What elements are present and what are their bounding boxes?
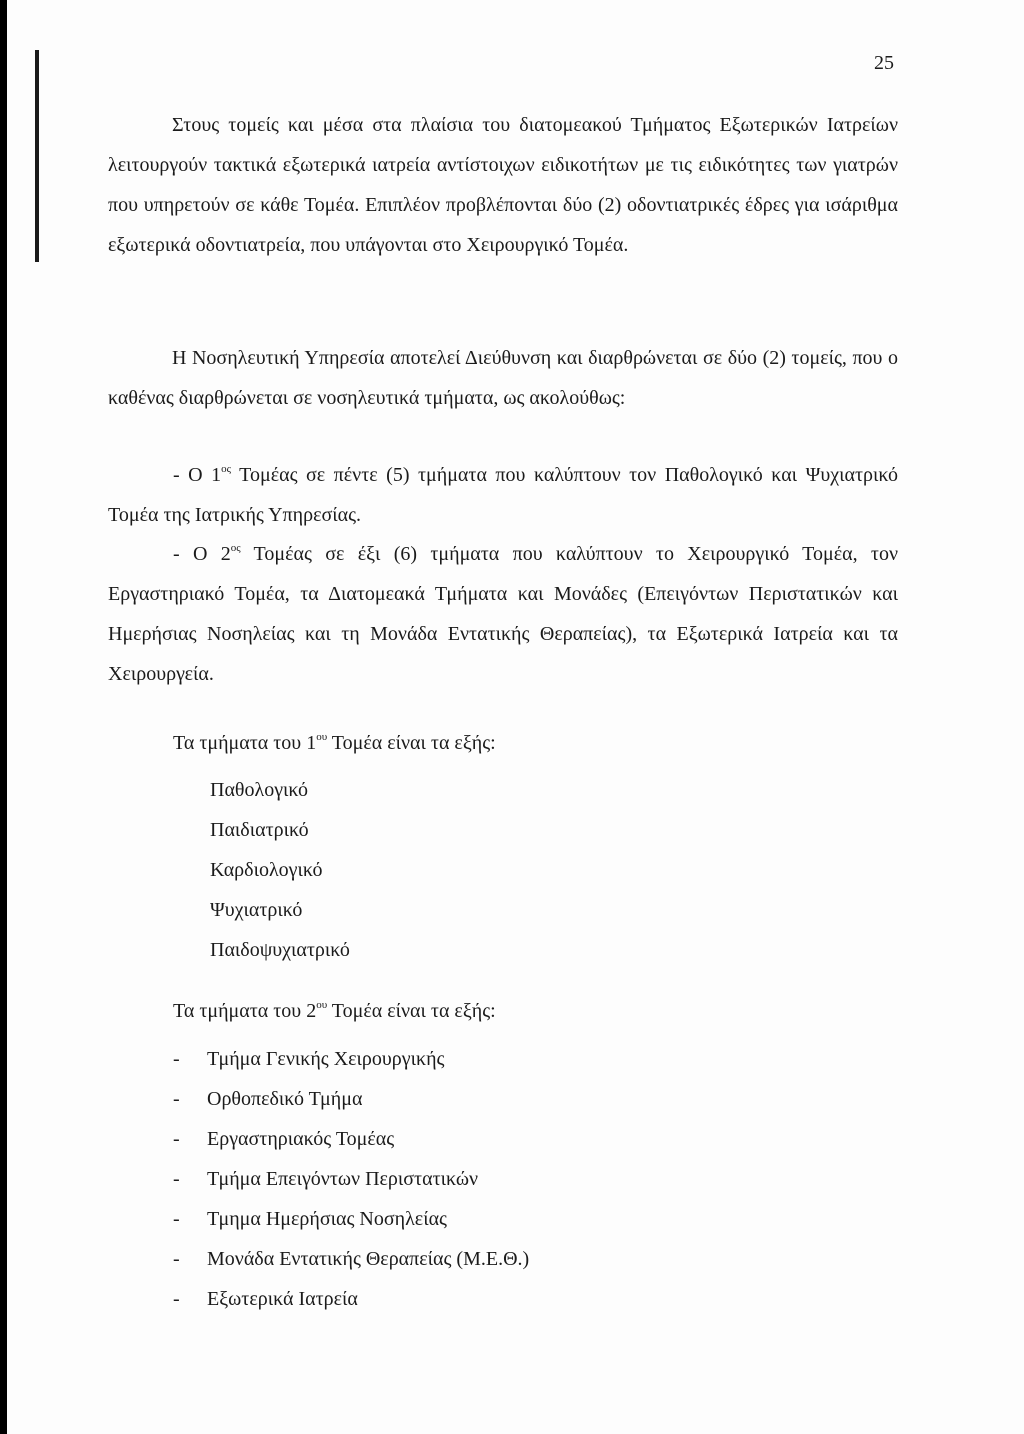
paragraph-sector-1 bbox=[108, 455, 898, 535]
dash-marker: - bbox=[173, 1048, 180, 1070]
dash-marker: - bbox=[173, 1168, 180, 1190]
list-item-text: Τμήμα Επειγόντων Περιστατικών bbox=[207, 1168, 479, 1190]
margin-bar bbox=[35, 50, 39, 262]
paragraph-text: Η Νοσηλευτική Υπηρεσία αποτελεί Διεύθυνση και διαρθρώνεται σε δύο (2) τομείς, που ο καθένας διαρθρώνεται σε νοσηλευτικά τμήματα, ως ακολούθως: bbox=[108, 347, 898, 409]
paragraph-nursing-service bbox=[108, 338, 898, 418]
dash-marker: - bbox=[173, 1208, 180, 1230]
dash-marker: - bbox=[173, 1088, 180, 1110]
ordinal-suffix: ου bbox=[316, 731, 328, 743]
sector-2-list bbox=[173, 1039, 529, 1319]
list-item bbox=[173, 1039, 529, 1079]
list-item bbox=[173, 1159, 529, 1199]
heading-prefix: Τα τμήματα του 2 bbox=[173, 1000, 317, 1022]
ordinal-suffix: ος bbox=[221, 463, 231, 475]
paragraph-text: Στους τομείς και μέσα στα πλαίσια του διατομεακού Τμήματος Εξωτερικών Ιατρείων λειτουργούν τακτικά εξωτερικά ιατρεία αντίστοιχων ειδικοτήτων με τις ειδικότητες των γιατρών που υπηρετούν σε κάθε Τομέα. Επιπλέον προβλέπονται δύο (2) οδοντιατρικές έδρες για ισάριθμα εξωτερικά οδοντιατρεία, που υπάγονται στο Χειρουργικό Τομέα. bbox=[108, 114, 898, 256]
sector-1-text: Τομέας σε πέντε (5) τμήματα που καλύπτουν τον Παθολογικό και Ψυχιατρικό Τομέα της Ιατρικής Υπηρεσίας. bbox=[108, 464, 899, 526]
list-item: Παθολογικό bbox=[210, 779, 309, 801]
list-item bbox=[173, 1199, 529, 1239]
ordinal-suffix: ου bbox=[316, 999, 328, 1011]
list-item-text: Ορθοπεδικό Τμήμα bbox=[207, 1088, 363, 1110]
list-item-text: Εργαστηριακός Τομέας bbox=[207, 1128, 395, 1150]
list-item-text: Τμήμα Γενικής Χειρουργικής bbox=[207, 1048, 445, 1070]
sector-1-list bbox=[210, 770, 350, 970]
list-item bbox=[173, 1119, 529, 1159]
list-item: Καρδιολογικό bbox=[210, 859, 323, 881]
list-item: Ψυχιατρικό bbox=[210, 899, 303, 921]
ordinal-suffix: ος bbox=[230, 542, 241, 554]
list-item-text: Εξωτερικά Ιατρεία bbox=[207, 1288, 358, 1310]
list-item: Παιδοψυχιατρικό bbox=[210, 939, 350, 961]
page-number: 25 bbox=[874, 52, 894, 74]
sector-1-prefix: - Ο 1 bbox=[173, 464, 222, 486]
list-item-text: Τμημα Ημερήσιας Νοσηλείας bbox=[207, 1208, 447, 1230]
heading-prefix: Τα τμήματα του 1 bbox=[173, 732, 317, 754]
dash-marker: - bbox=[173, 1248, 180, 1270]
list-item bbox=[173, 1239, 529, 1279]
sector-2-heading bbox=[173, 1000, 496, 1023]
list-item: Παιδιατρικό bbox=[210, 819, 309, 841]
heading-text: Τομέα είναι τα εξής: bbox=[327, 732, 496, 754]
dash-marker: - bbox=[173, 1128, 180, 1150]
list-item bbox=[173, 1279, 529, 1319]
paragraph-sector-2 bbox=[108, 534, 898, 694]
sector-2-text: Τομέας σε έξι (6) τμήματα που καλύπτουν το Χειρουργικό Τομέα, τον Εργαστηριακό Τομέα, τα Διατομεακά Τμήματα και Μονάδες (Επειγόντων Περιστατικών και Ημερήσιας Νοσηλείας και τη Μονάδα Εντατικής Θεραπείας), τα Εξωτερικά Ιατρεία και τα Χειρουργεία. bbox=[108, 543, 898, 685]
paragraph-outpatient-clinics bbox=[108, 105, 898, 265]
document-page bbox=[7, 0, 1024, 1434]
list-item-text: Μονάδα Εντατικής Θεραπείας (Μ.Ε.Θ.) bbox=[207, 1248, 530, 1270]
dash-marker: - bbox=[173, 1288, 180, 1310]
list-item bbox=[173, 1079, 529, 1119]
heading-text: Τομέα είναι τα εξής: bbox=[327, 1000, 496, 1022]
sector-2-prefix: - Ο 2 bbox=[173, 543, 231, 565]
sector-1-heading bbox=[173, 732, 496, 755]
